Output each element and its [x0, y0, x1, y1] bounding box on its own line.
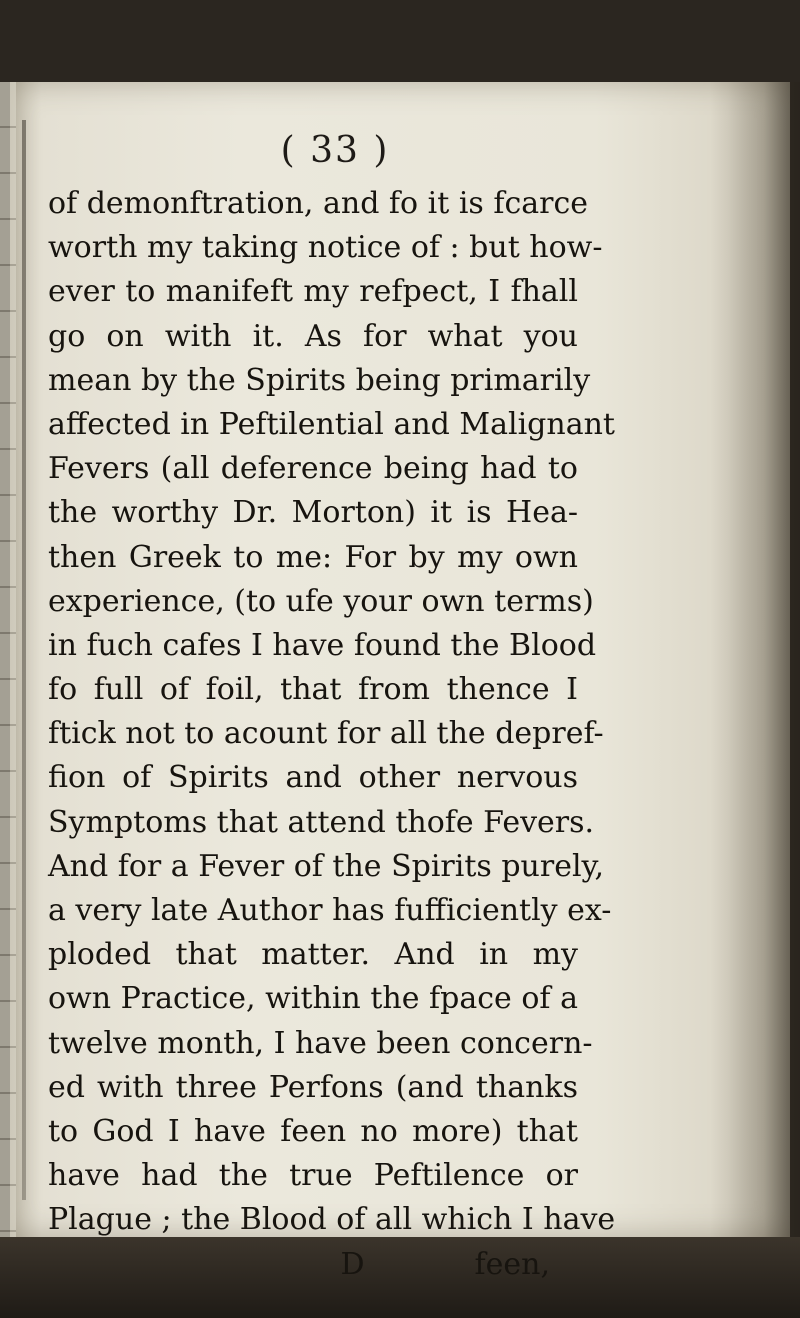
text-line: worth my taking notice of : but how- [48, 230, 603, 266]
text-line: ed with three Perfons (and thanks [48, 1069, 578, 1105]
text-line: ever to manifeft my refpect, I fhall [48, 274, 578, 310]
text-line: own Practice, within the fpace of a [48, 981, 578, 1017]
page-right-shadow [710, 82, 800, 1237]
catchword: feen, [474, 1246, 550, 1282]
text-line: twelve month, I have been concern- [48, 1025, 593, 1061]
text-line: And for a Fever of the Spirits purely, [48, 848, 605, 884]
page-stack-edge [0, 82, 16, 1237]
text-line: Plague ; the Blood of all which I have [48, 1202, 616, 1238]
binding-gutter [22, 120, 26, 1200]
text-line: a very late Author has fufficiently ex- [48, 893, 612, 928]
page-number-header: ( 33 ) [280, 130, 390, 171]
text-line: in fuch cafes I have found the Blood [48, 627, 597, 663]
text-line: then Greek to me: For by my own [48, 539, 578, 575]
text-line: Symptoms that attend thofe Fevers. [48, 804, 595, 840]
text-line: experience, (to ufe your own terms) [48, 583, 594, 619]
text-line: ploded that matter. And in my [48, 937, 578, 973]
text-line: of demonftration, and fo it is fcarce [48, 186, 589, 221]
text-line: the worthy Dr. Morton) it is Hea- [48, 495, 578, 531]
signature-mark: D [340, 1246, 365, 1282]
text-line: ftick not to acount for all the depref- [48, 716, 604, 752]
text-line: fion of Spirits and other nervous [48, 760, 578, 796]
text-line: affected in Peftilential and Malignant [48, 406, 615, 442]
text-line: Fevers (all deference being had to [48, 451, 578, 487]
signature-line [48, 1243, 578, 1287]
text-line: to God I have feen no more) that [48, 1113, 578, 1149]
text-line: have had the true Peftilence or [48, 1158, 578, 1194]
text-line: mean by the Spirits being primarily [48, 362, 591, 398]
text-line: fo full of foil, that from thence I [48, 672, 578, 708]
body-text [48, 182, 616, 1287]
text-line: go on with it. As for what you [48, 318, 578, 354]
